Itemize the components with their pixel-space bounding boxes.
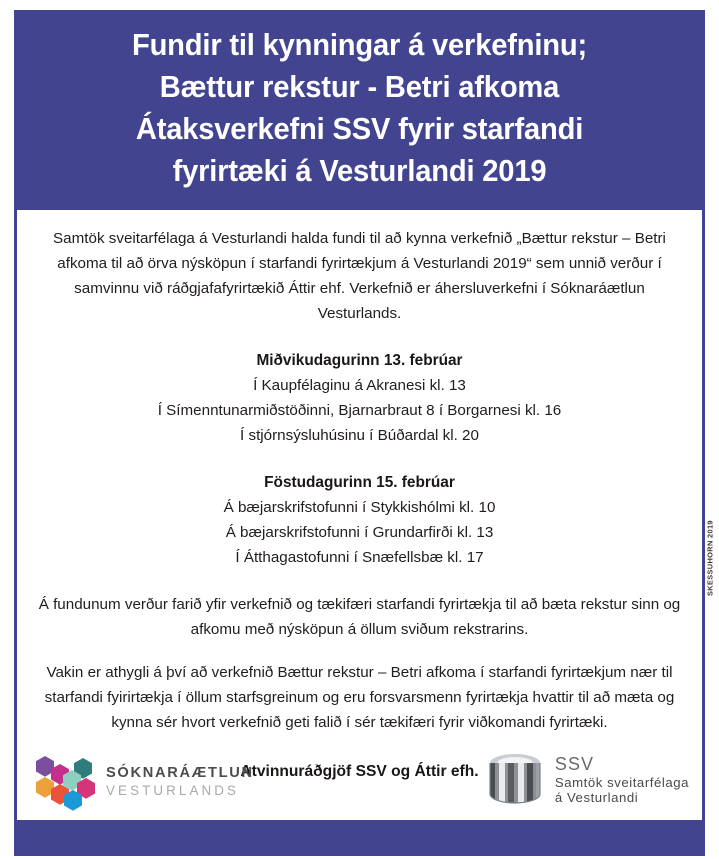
soknaraetlun-logo (36, 756, 254, 808)
meeting-location-2-3: Í Átthagastofunni í Snæfellsbæ kl. 17 (235, 549, 484, 566)
spacer (20, 326, 699, 348)
logo-row (22, 752, 697, 818)
meeting-group-1 (20, 348, 699, 448)
soknaraetlun-wordmark (106, 766, 254, 797)
meeting-date-heading-1: Miðvikudagurinn 13. febrúar (256, 352, 463, 369)
header-title-line-1: Fundir til kynningar á verkefninu; (131, 27, 588, 62)
meeting-location-1-3: Í stjórnsýsluhúsinu í Búðardal kl. 20 (240, 427, 479, 444)
spacer (20, 642, 699, 660)
body-paragraph-3: Vakin er athygli á því að verkefnið Bættur rekstur – Betri afkoma í starfandi fyrirtækjum nær til starfandi fyirirtækja í öllum starfsgreinum og eru forsvarsmenn fyrirtækja hvattir til að mæta og kynna sér hvort verkefnið geti falið í sér tækifæri fyrir viðkomandi fyrirtæki. (44, 664, 675, 731)
ssv-title: SSV (554, 754, 595, 775)
signature-line: Atvinnuráðgjöf SSV og Áttir efh. (240, 763, 479, 780)
soknaraetlun-title: SÓKNARÁÆTLUN (106, 765, 254, 782)
spacer (20, 570, 699, 592)
intro-paragraph: Samtök sveitarfélaga á Vesturlandi halda fundi til að kynna verkefnið „Bættur rekstur – Betri afkoma til að örva nýsköpun í starfandi fyrirtækjum á Vesturlandi 2019“ sem unnið verður í samvinnu við ráðgjafafyrirtækið Áttir ehf. Verkefnið er áhersluverkefni í Sóknaráætlun Vesturlands. (53, 230, 666, 322)
meeting-group-2 (20, 470, 699, 570)
ssv-wordmark (555, 754, 689, 806)
hexagon-cluster-icon (36, 756, 94, 808)
ssv-drum-svg (488, 754, 542, 806)
ssv-drum-icon (488, 754, 542, 806)
content-area (20, 212, 699, 784)
header-title-line-3: Átaksverkefni SSV fyrir starfandi (135, 111, 584, 146)
meeting-location-1-1: Í Kaupfélaginu á Akranesi kl. 13 (253, 377, 466, 394)
meeting-date-heading-2: Föstudagurinn 15. febrúar (264, 474, 455, 491)
header-title-line-4: fyrirtæki á Vesturlandi 2019 (172, 153, 547, 188)
publication-credit: SKESSUHORN 2019 (705, 520, 715, 596)
meeting-location-2-1: Á bæjarskrifstofunni í Stykkishólmi kl. 10 (223, 499, 496, 516)
body-paragraph-2: Á fundunum verður farið yfir verkefnið og tækifæri starfandi fyrirtækja til að bæta rekstur sinn og afkomu með nýsköpun á öllum sviðum rekstrarins. (38, 596, 681, 638)
header-title-block (14, 24, 705, 192)
meeting-location-2-2: Á bæjarskrifstofunni í Grundarfirði kl. 13 (225, 524, 494, 541)
footer-banner (14, 820, 705, 856)
spacer (20, 448, 699, 470)
ssv-logo (488, 754, 689, 806)
soknaraetlun-subtitle: VESTURLANDS (106, 782, 240, 798)
ssv-subtitle-line-2: á Vesturlandi (554, 790, 639, 806)
meeting-location-1-2: Í Símenntunarmiðstöðinni, Bjarnarbraut 8 í Borgarnesi kl. 16 (157, 402, 562, 419)
header-banner (14, 10, 705, 210)
header-title-line-2: Bættur rekstur - Betri afkoma (159, 69, 560, 104)
ssv-subtitle-line-1: Samtök sveitarfélaga (554, 775, 689, 791)
